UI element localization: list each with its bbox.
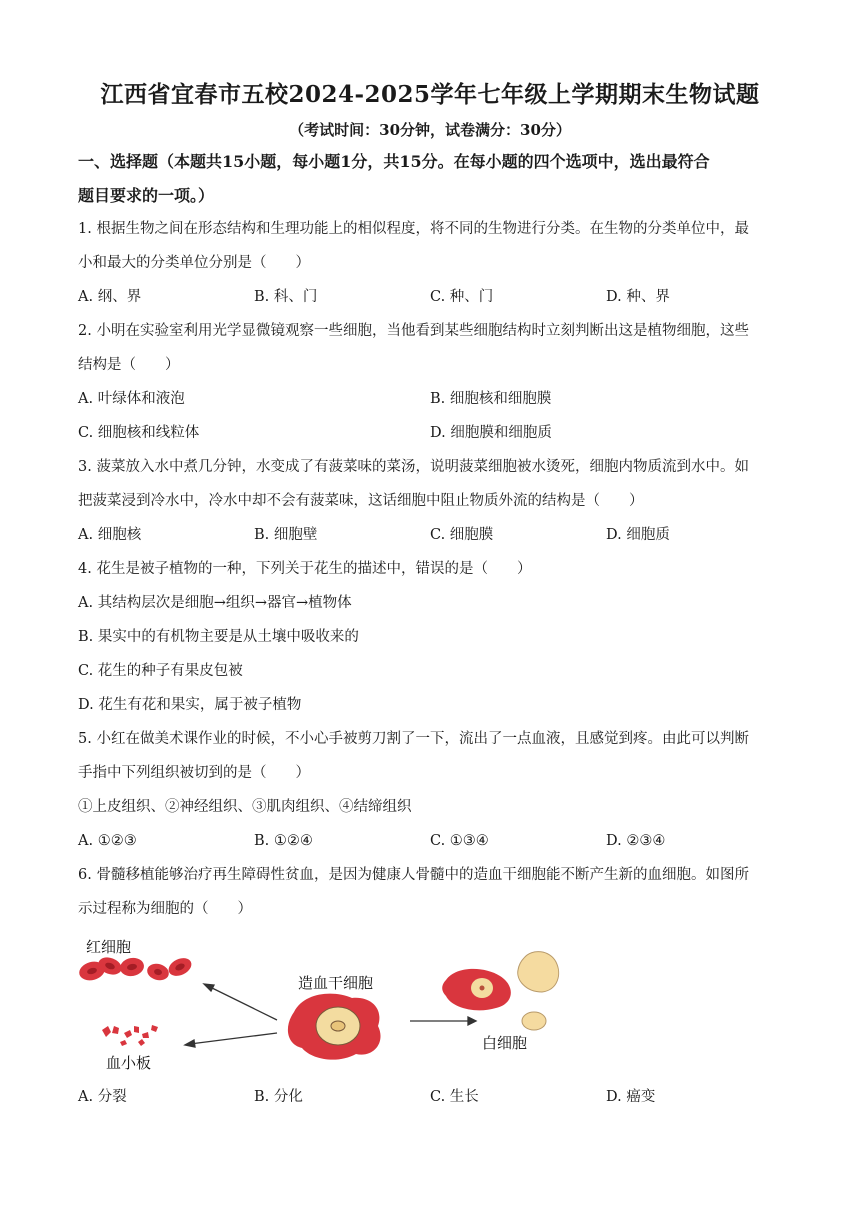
white-blood-cells-icon: [442, 952, 558, 1030]
q5-option-a[interactable]: A. ①②③: [78, 833, 137, 849]
q6-stem-line2: 示过程称为细胞的（ ）: [78, 901, 252, 917]
label-white-cells: 白细胞: [482, 1034, 528, 1052]
q5-stem-line1: 5. 小红在做美术课作业的时候，不小心手被剪刀割了一下，流出了一点血液，且感觉到疼。由此可以判断: [78, 731, 749, 747]
q4-option-c[interactable]: C. 花生的种子有果皮包被: [78, 663, 243, 679]
q6-option-c[interactable]: C. 生长: [430, 1089, 479, 1105]
q6-option-b[interactable]: B. 分化: [254, 1089, 303, 1105]
section-heading-line2: 题目要求的一项。）: [78, 186, 215, 205]
q2-option-c[interactable]: C. 细胞核和线粒体: [78, 425, 200, 441]
q4-option-a[interactable]: A. 其结构层次是细胞→组织→器官→植物体: [78, 595, 352, 611]
label-red-cells: 红细胞: [86, 938, 132, 956]
q5-option-c[interactable]: C. ①③④: [430, 833, 489, 849]
q1-option-c[interactable]: C. 种、门: [430, 289, 494, 305]
page-title: 江西省宜春市五校2024-2025学年七年级上学期期末生物试题: [100, 81, 760, 108]
q1-stem-line2: 小和最大的分类单位分别是（ ）: [78, 255, 310, 271]
q2-option-d[interactable]: D. 细胞膜和细胞质: [430, 425, 552, 441]
q2-option-b[interactable]: B. 细胞核和细胞膜: [430, 391, 552, 407]
q3-stem-line2: 把菠菜浸到冷水中，冷水中却不会有菠菜味，这话细胞中阻止物质外流的结构是（ ）: [78, 493, 644, 509]
q3-option-d[interactable]: D. 细胞质: [606, 527, 670, 543]
q5-tissue-list: ①上皮组织、②神经组织、③肌肉组织、④结缔组织: [78, 799, 412, 815]
q3-stem-line1: 3. 菠菜放入水中煮几分钟，水变成了有菠菜味的菜汤，说明菠菜细胞被水烫死，细胞内物质流到水中。如: [78, 459, 749, 475]
q6-option-a[interactable]: A. 分裂: [78, 1089, 127, 1105]
q2-stem-line2: 结构是（ ）: [78, 357, 180, 373]
q3-option-c[interactable]: C. 细胞膜: [430, 527, 494, 543]
blood-cell-differentiation-figure: [72, 930, 572, 1075]
q3-option-a[interactable]: A. 细胞核: [78, 527, 142, 543]
exam-info: （考试时间：30分钟，试卷满分：30分）: [289, 121, 571, 139]
q1-option-d[interactable]: D. 种、界: [606, 289, 670, 305]
q1-stem-line1: 1. 根据生物之间在形态结构和生理功能上的相似程度，将不同的生物进行分类。在生物的分类单位中，最: [78, 221, 749, 237]
q6-stem-line1: 6. 骨髓移植能够治疗再生障碍性贫血，是因为健康人骨髓中的造血干细胞能不断产生新的血细胞。如图所: [78, 867, 749, 883]
q4-option-b[interactable]: B. 果实中的有机物主要是从土壤中吸收来的: [78, 629, 359, 645]
q5-option-d[interactable]: D. ②③④: [606, 833, 666, 849]
q5-stem-line2: 手指中下列组织被切到的是（ ）: [78, 765, 310, 781]
platelets-icon: [102, 1025, 158, 1046]
q4-option-d[interactable]: D. 花生有花和果实，属于被子植物: [78, 697, 302, 713]
q1-option-a[interactable]: A. 纲、界: [78, 289, 142, 305]
section-heading-line1: 一、选择题（本题共15小题，每小题1分，共15分。在每小题的四个选项中，选出最符合: [78, 152, 710, 171]
q2-option-a[interactable]: A. 叶绿体和液泡: [78, 391, 185, 407]
q3-option-b[interactable]: B. 细胞壁: [254, 527, 318, 543]
q2-stem-line1: 2. 小明在实验室利用光学显微镜观察一些细胞，当他看到某些细胞结构时立刻判断出这是植物细胞，这些: [78, 323, 749, 339]
stem-cell-icon: [288, 994, 381, 1060]
q5-option-b[interactable]: B. ①②④: [254, 833, 313, 849]
q4-stem-line1: 4. 花生是被子植物的一种，下列关于花生的描述中，错误的是（ ）: [78, 561, 532, 577]
red-blood-cells-icon: [77, 954, 194, 983]
label-platelets: 血小板: [106, 1054, 152, 1072]
label-stem-cell: 造血干细胞: [298, 974, 374, 992]
q6-option-d[interactable]: D. 癌变: [606, 1089, 656, 1105]
q1-option-b[interactable]: B. 科、门: [254, 289, 318, 305]
